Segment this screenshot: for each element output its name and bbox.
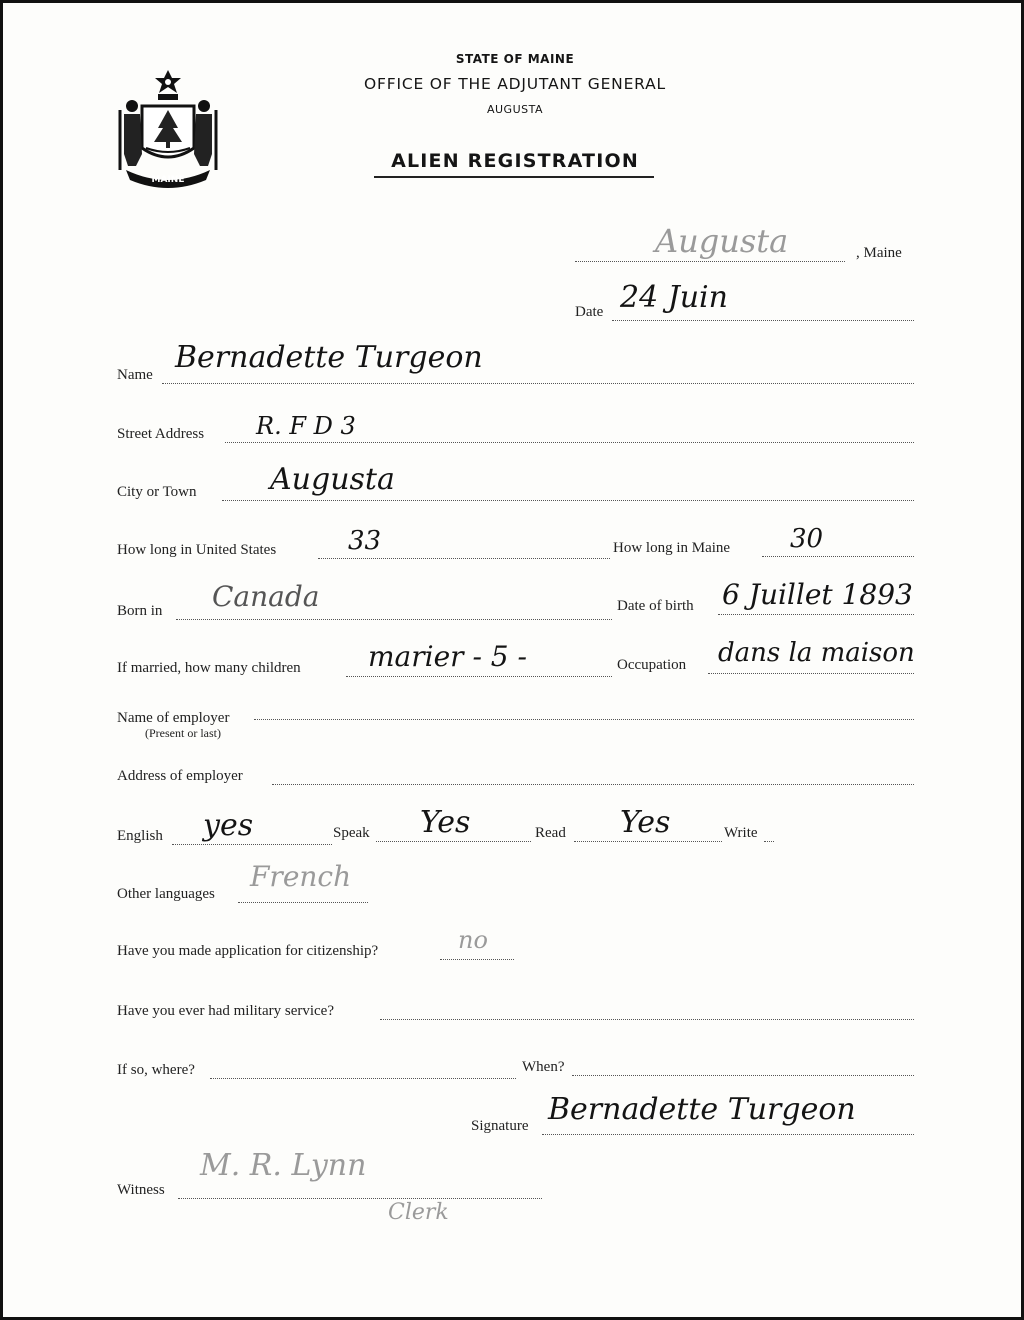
city-label: City or Town — [117, 484, 197, 500]
write-label: Write — [724, 825, 758, 841]
office-heading: OFFICE OF THE ADJUTANT GENERAL — [364, 75, 666, 93]
employer-name-label: Name of employer — [117, 710, 230, 726]
read-value[interactable]: Yes — [620, 805, 671, 840]
read-label: Read — [535, 825, 566, 841]
born-in-value[interactable]: Canada — [212, 580, 320, 613]
employer-name-line[interactable] — [254, 719, 914, 720]
english-value[interactable]: yes — [203, 808, 254, 843]
title-underline — [374, 176, 654, 178]
citizenship-line — [440, 959, 514, 960]
other-languages-value[interactable]: French — [250, 860, 352, 893]
date-line — [612, 320, 914, 321]
street-address-line — [225, 442, 914, 443]
street-address-label: Street Address — [117, 426, 205, 442]
dob-label: Date of birth — [617, 598, 694, 614]
when-label: When? — [522, 1059, 565, 1075]
name-label: Name — [117, 367, 153, 383]
years-us-value[interactable]: 33 — [348, 526, 382, 556]
years-us-label: How long in United States — [117, 542, 277, 558]
witness-value[interactable]: M. R. Lynn — [200, 1148, 367, 1183]
speak-label: Speak — [333, 825, 370, 841]
born-in-line — [176, 619, 612, 620]
occupation-line — [708, 673, 914, 674]
city-value[interactable]: Augusta — [270, 462, 395, 497]
where-label: If so, where? — [117, 1062, 195, 1078]
other-languages-line — [238, 902, 368, 903]
state-heading: STATE OF MAINE — [455, 52, 575, 66]
dob-line — [718, 614, 914, 615]
employer-name-sublabel: (Present or last) — [145, 726, 221, 740]
english-line — [172, 844, 332, 845]
speak-line — [376, 841, 531, 842]
signature-value[interactable]: Bernadette Turgeon — [548, 1092, 856, 1127]
city-heading: AUGUSTA — [486, 103, 544, 116]
military-line[interactable] — [380, 1019, 914, 1020]
name-value[interactable]: Bernadette Turgeon — [175, 340, 483, 375]
read-line — [574, 841, 722, 842]
form-title: ALIEN REGISTRATION — [391, 150, 639, 172]
dob-value[interactable]: 6 Juillet 1893 — [722, 578, 913, 611]
years-us-line — [318, 558, 610, 559]
years-maine-line — [762, 556, 914, 557]
city-line — [222, 500, 914, 501]
witness-label: Witness — [117, 1182, 165, 1198]
witness-line — [178, 1198, 542, 1199]
citizenship-label: Have you made application for citizenship? — [117, 943, 379, 959]
signature-label: Signature — [471, 1118, 529, 1134]
name-line — [162, 383, 914, 384]
street-address-value[interactable]: R. F D 3 — [256, 412, 356, 440]
years-maine-label: How long in Maine — [613, 540, 731, 556]
employer-address-line[interactable] — [272, 784, 914, 785]
children-line — [346, 676, 612, 677]
when-line[interactable] — [572, 1075, 914, 1076]
other-languages-label: Other languages — [117, 886, 215, 902]
signature-line — [542, 1134, 914, 1135]
military-label: Have you ever had military service? — [117, 1003, 334, 1019]
date-value[interactable]: 24 Juin — [620, 280, 728, 315]
speak-value[interactable]: Yes — [420, 805, 471, 840]
date-label: Date — [575, 304, 604, 320]
employer-address-label: Address of employer — [117, 768, 243, 784]
place-line — [575, 261, 845, 262]
years-maine-value[interactable]: 30 — [790, 524, 824, 554]
occupation-label: Occupation — [617, 657, 687, 673]
seal-label: MAINE — [151, 175, 185, 185]
where-line[interactable] — [210, 1078, 516, 1079]
place-value[interactable]: Augusta — [655, 222, 789, 260]
occupation-value[interactable]: dans la maison — [718, 638, 915, 668]
citizenship-value[interactable]: no — [458, 926, 488, 954]
children-label: If married, how many children — [117, 660, 301, 676]
maine-seal-icon — [112, 66, 224, 192]
place-label: , Maine — [856, 245, 902, 261]
children-value[interactable]: marier - 5 - — [368, 640, 527, 673]
write-line[interactable] — [764, 841, 774, 842]
witness-title: Clerk — [388, 1200, 449, 1225]
english-label: English — [117, 828, 163, 844]
born-in-label: Born in — [117, 603, 163, 619]
